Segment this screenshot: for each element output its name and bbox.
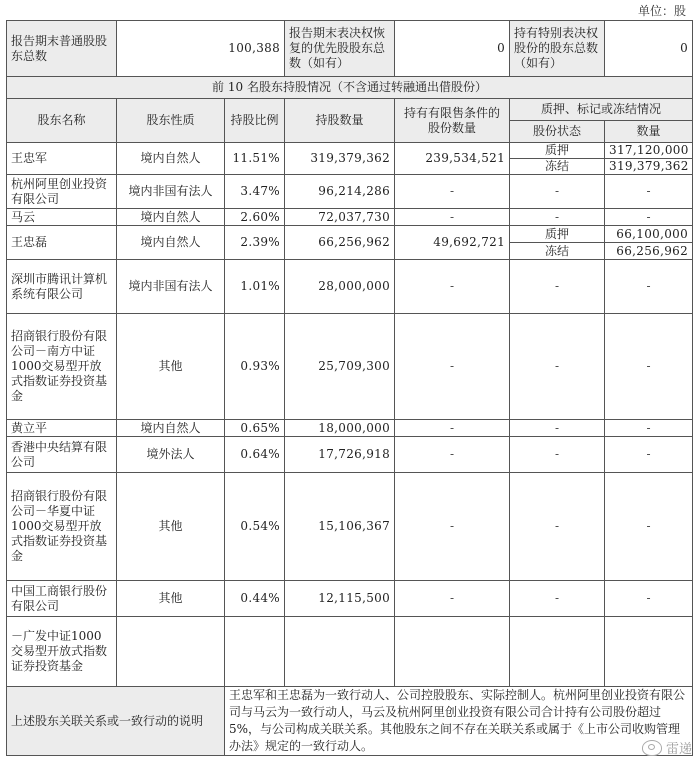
holder-restricted: - (395, 314, 510, 420)
holder-quantity (285, 617, 395, 687)
holder-nature: 境内自然人 (117, 226, 225, 260)
freeze-status: 冻结 (510, 159, 605, 175)
pledge-status (510, 617, 605, 687)
freeze-status: 冻结 (510, 243, 605, 260)
shareholder-table (6, 20, 693, 756)
holder-nature: 其他 (117, 581, 225, 617)
pledge-qty: - (605, 420, 693, 437)
holder-nature: 其他 (117, 473, 225, 581)
holder-name: 王忠磊 (7, 226, 117, 260)
holder-ratio: 2.39% (225, 226, 285, 260)
header-pledge-qty: 数量 (605, 121, 693, 143)
freeze-qty: 319,379,362 (605, 159, 693, 175)
holder-nature: 境内自然人 (117, 143, 225, 175)
pref-restored-value: 0 (395, 21, 510, 77)
pledge-status: 质押 (510, 226, 605, 243)
pledge-qty: 66,100,000 (605, 226, 693, 243)
relation-label: 上述股东关联关系或一致行动的说明 (7, 687, 225, 756)
holder-ratio: 0.65% (225, 420, 285, 437)
table-row (7, 473, 693, 581)
pledge-qty: - (605, 437, 693, 473)
holder-name: 马云 (7, 209, 117, 226)
pledge-qty: - (605, 209, 693, 226)
holder-quantity: 18,000,000 (285, 420, 395, 437)
pledge-qty: - (605, 581, 693, 617)
holder-nature: 境内自然人 (117, 420, 225, 437)
holder-name: 中国工商银行股份有限公司 (7, 581, 117, 617)
holder-name: 招商银行股份有限公司－南方中证1000交易型开放式指数证券投资基金 (7, 314, 117, 420)
holder-quantity: 15,106,367 (285, 473, 395, 581)
header-pledge-status: 股份状态 (510, 121, 605, 143)
table-row (7, 175, 693, 209)
watermark-text: 雷递 (665, 742, 692, 757)
holder-ratio: 11.51% (225, 143, 285, 175)
holder-nature: 其他 (117, 314, 225, 420)
holder-quantity: 96,214,286 (285, 175, 395, 209)
table-row (7, 420, 693, 437)
freeze-qty: 66,256,962 (605, 243, 693, 260)
pref-restored-label: 报告期末表决权恢复的优先股股东总数（如有） (285, 21, 395, 77)
holder-name: 招商银行股份有限公司－华夏中证1000交易型开放式指数证券投资基金 (7, 473, 117, 581)
holder-restricted: - (395, 175, 510, 209)
section-title: 前 10 名股东持股情况（不含通过转融通出借股份） (7, 77, 693, 99)
total-holders-label: 报告期末普通股股东总数 (7, 21, 117, 77)
holder-ratio: 0.64% (225, 437, 285, 473)
holder-quantity: 66,256,962 (285, 226, 395, 260)
pledge-status: - (510, 437, 605, 473)
holder-nature: 境内自然人 (117, 209, 225, 226)
holder-restricted: - (395, 581, 510, 617)
holder-ratio: 1.01% (225, 260, 285, 314)
header-nature: 股东性质 (117, 99, 225, 143)
header-row (7, 99, 693, 121)
special-voting-label: 持有特别表决权股份的股东总数（如有） (510, 21, 605, 77)
pledge-status: - (510, 260, 605, 314)
holder-quantity: 17,726,918 (285, 437, 395, 473)
holder-nature: 境外法人 (117, 437, 225, 473)
holder-ratio: 0.44% (225, 581, 285, 617)
holder-restricted: 239,534,521 (395, 143, 510, 175)
holder-ratio: 3.47% (225, 175, 285, 209)
pledge-status: 质押 (510, 143, 605, 159)
holder-ratio: 0.93% (225, 314, 285, 420)
holder-quantity: 28,000,000 (285, 260, 395, 314)
holder-quantity: 72,037,730 (285, 209, 395, 226)
holder-ratio: 2.60% (225, 209, 285, 226)
table-row (7, 143, 693, 159)
holder-ratio: 0.54% (225, 473, 285, 581)
holder-name: 深圳市腾讯计算机系统有限公司 (7, 260, 117, 314)
pledge-qty: - (605, 473, 693, 581)
watermark (642, 738, 692, 757)
pledge-status: - (510, 473, 605, 581)
holder-quantity: 25,709,300 (285, 314, 395, 420)
holder-restricted: - (395, 260, 510, 314)
holder-restricted: - (395, 420, 510, 437)
total-holders-value: 100,388 (117, 21, 285, 77)
holder-nature: 境内非国有法人 (117, 175, 225, 209)
table-row (7, 314, 693, 420)
holder-name: 杭州阿里创业投资有限公司 (7, 175, 117, 209)
table-row (7, 260, 693, 314)
table-row (7, 437, 693, 473)
relation-text: 王忠军和王忠磊为一致行动人、公司控股股东、实际控制人。杭州阿里创业投资有限公司与马云为一致行动人，马云及杭州阿里创业投资有限公司合计持有公司股份超过5%，与公司构成关联关系。其他股东之间不存在关联关系或属于《上市公司收购管理办法》规定的一致行动人。 (225, 687, 693, 756)
holder-restricted: - (395, 209, 510, 226)
holder-nature (117, 617, 225, 687)
holder-name: 王忠军 (7, 143, 117, 175)
table-row (7, 209, 693, 226)
holder-restricted (395, 617, 510, 687)
header-pledge-group: 质押、标记或冻结情况 (510, 99, 693, 121)
holder-restricted: - (395, 473, 510, 581)
weibo-logo-icon (642, 740, 662, 756)
pledge-status: - (510, 581, 605, 617)
pledge-qty: - (605, 260, 693, 314)
holder-name: 香港中央结算有限公司 (7, 437, 117, 473)
pledge-qty: - (605, 314, 693, 420)
holder-ratio (225, 617, 285, 687)
pledge-status: - (510, 209, 605, 226)
summary-row (7, 21, 693, 77)
pledge-qty: - (605, 175, 693, 209)
pledge-status: - (510, 175, 605, 209)
table-row (7, 581, 693, 617)
holder-name: －广发中证1000交易型开放式指数证券投资基金 (7, 617, 117, 687)
holder-quantity: 319,379,362 (285, 143, 395, 175)
header-name: 股东名称 (7, 99, 117, 143)
footer-row (7, 687, 693, 756)
holder-quantity: 12,115,500 (285, 581, 395, 617)
holder-restricted: - (395, 437, 510, 473)
header-restricted: 持有有限售条件的股份数量 (395, 99, 510, 143)
pledge-status: - (510, 314, 605, 420)
holder-nature: 境内非国有法人 (117, 260, 225, 314)
holder-name: 黄立平 (7, 420, 117, 437)
table-row (7, 226, 693, 243)
holder-restricted: 49,692,721 (395, 226, 510, 260)
header-quantity: 持股数量 (285, 99, 395, 143)
pledge-qty: 317,120,000 (605, 143, 693, 159)
unit-label: 单位：股 (637, 4, 686, 18)
table-row (7, 617, 693, 687)
pledge-status: - (510, 420, 605, 437)
pledge-qty (605, 617, 693, 687)
special-voting-value: 0 (605, 21, 693, 77)
header-ratio: 持股比例 (225, 99, 285, 143)
